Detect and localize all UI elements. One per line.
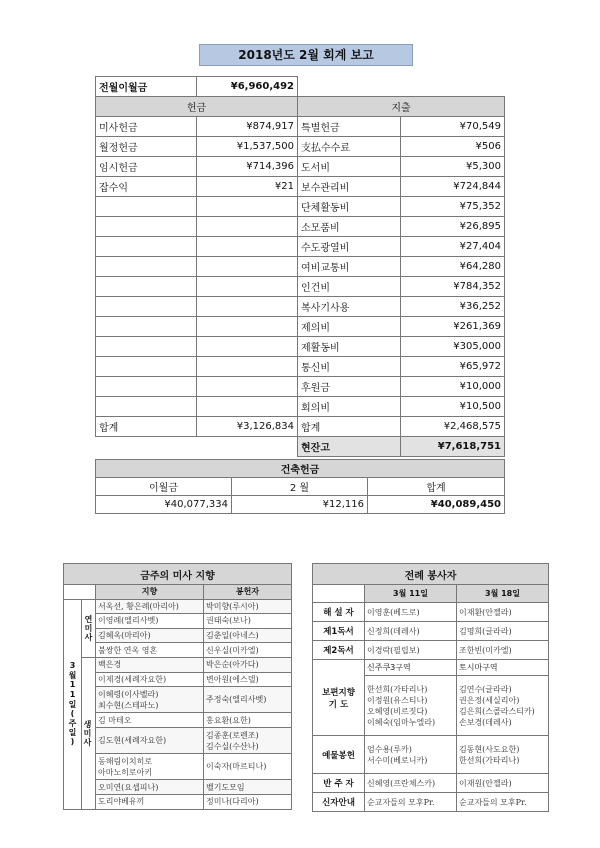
service-date1-name: 한선희(가타리나) 이정원(유스티나) 오혜영(비르짓다) 이혜숙(임마누엘라) (365, 676, 457, 736)
service-row (313, 793, 549, 812)
expense-label: 특별헌금 (298, 117, 401, 137)
expense-value: ¥784,352 (401, 277, 505, 297)
expense-value: ¥506 (401, 137, 505, 157)
service-date1-name: 신주쿠3구역 (365, 660, 457, 676)
account-row (96, 177, 505, 197)
mass-row (64, 657, 292, 672)
expense-value: ¥305,000 (401, 337, 505, 357)
mass-intent: 도리야베유끼 (96, 794, 204, 809)
service-date1: 3월 11일 (365, 585, 457, 603)
mass-row (64, 687, 292, 713)
mass-offerer: 신우실(미카엘) (204, 643, 292, 658)
expense-value: ¥36,252 (401, 297, 505, 317)
service-date2-name: 김연수(글라라) 권은정(세실리아) 김은희(스콜라스티카) 손보경(데레사) (457, 676, 549, 736)
mass-row (64, 727, 292, 753)
income-empty (96, 377, 197, 397)
income-empty (197, 397, 298, 417)
service-role: 예물봉헌 (313, 736, 365, 774)
account-row (96, 337, 505, 357)
service-date1-name: 엄수용(루카) 서수미(베로니카) (365, 736, 457, 774)
account-row (96, 157, 505, 177)
account-row (96, 197, 505, 217)
service-date2-name: 토시마구역 (457, 660, 549, 676)
mass-offerer: 이숙자(마르티나) (204, 754, 292, 780)
balance-label: 현잔고 (298, 437, 401, 457)
income-value: ¥21 (197, 177, 298, 197)
carryover-value: ¥6,960,492 (197, 77, 298, 97)
account-row (96, 137, 505, 157)
service-role: 제2독서 (313, 641, 365, 660)
mass-row (64, 599, 292, 614)
expense-label: 단체활동비 (298, 197, 401, 217)
service-date1-name: 이경락(필립보) (365, 641, 457, 660)
account-row (96, 317, 505, 337)
mass-row (64, 713, 292, 728)
building-carryover-value: ¥40,077,334 (96, 496, 232, 514)
income-empty (197, 277, 298, 297)
expense-value: ¥10,000 (401, 377, 505, 397)
service-row (313, 603, 549, 622)
building-fund-table (95, 459, 505, 514)
expense-value: ¥70,549 (401, 117, 505, 137)
mass-offerer: 박은순(아가다) (204, 657, 292, 672)
income-empty (197, 317, 298, 337)
mass-offerer: 주정숙(엘리사벳) (204, 687, 292, 713)
mass-row (64, 643, 292, 658)
report-title: 2018년도 2월 회계 보고 (199, 44, 413, 66)
account-row (96, 257, 505, 277)
expense-value: ¥10,500 (401, 397, 505, 417)
service-date1-name: 신혜영(프란체스카) (365, 774, 457, 793)
service-row (313, 641, 549, 660)
service-row (313, 660, 549, 676)
service-date2-name: 조한빈(미카엘) (457, 641, 549, 660)
mass-offerer: 김종훈(로렌조) 김수실(수산나) (204, 727, 292, 753)
service-date2-name: 이재환(안젤라) (457, 603, 549, 622)
income-empty (197, 357, 298, 377)
income-empty (197, 197, 298, 217)
mass-header: 금주의 미사 지향 (64, 564, 292, 585)
account-row (96, 357, 505, 377)
service-date2-name: 이재원(안젤라) (457, 774, 549, 793)
carryover-label: 전월이월금 (96, 77, 197, 97)
expense-label: 제활동비 (298, 337, 401, 357)
expense-value: ¥26,895 (401, 217, 505, 237)
expense-value: ¥724,844 (401, 177, 505, 197)
service-date1-name: 순교자들의 모후Pr. (365, 793, 457, 812)
expense-total-value: ¥2,468,575 (401, 417, 505, 437)
income-label: 임시헌금 (96, 157, 197, 177)
income-empty (96, 277, 197, 297)
income-empty (197, 377, 298, 397)
service-row (313, 774, 549, 793)
income-label: 월정헌금 (96, 137, 197, 157)
income-empty (197, 217, 298, 237)
service-date2-name: 김명희(글라라) (457, 622, 549, 641)
mass-row (64, 754, 292, 780)
mass-intent: 백은경 (96, 657, 204, 672)
mass-offerer: 벨기도모임 (204, 780, 292, 795)
mass-intent: 김혜옥(마리아) (96, 628, 204, 643)
income-empty (96, 397, 197, 417)
income-value: ¥714,396 (197, 157, 298, 177)
expense-header: 지출 (298, 97, 505, 117)
service-role: 보편지향 기 도 (313, 660, 365, 736)
account-row (96, 277, 505, 297)
income-value: ¥874,917 (197, 117, 298, 137)
account-row (96, 117, 505, 137)
mass-col-offerer: 봉헌자 (204, 585, 292, 600)
expense-total-label: 합계 (298, 417, 401, 437)
income-total-value: ¥3,126,834 (197, 417, 298, 437)
mass-intent: 김도현(세례자요한) (96, 727, 204, 753)
expense-label: 인건비 (298, 277, 401, 297)
building-total-value: ¥40,089,450 (368, 496, 505, 514)
income-empty (96, 197, 197, 217)
mass-offerer: 변아원(에스델) (204, 672, 292, 687)
mass-intent: 이혜령(이사벨라) 최수현(스테파노) (96, 687, 204, 713)
expense-label: 통신비 (298, 357, 401, 377)
mass-date: 3월11일(주일) (64, 599, 82, 809)
expense-label: 여비교통비 (298, 257, 401, 277)
expense-label: 제의비 (298, 317, 401, 337)
expense-label: 후원금 (298, 377, 401, 397)
building-header: 건축헌금 (96, 460, 505, 478)
mass-row (64, 672, 292, 687)
income-empty (96, 257, 197, 277)
building-col-carryover: 이월금 (96, 478, 232, 496)
spacer (96, 437, 298, 457)
mass-intent: 불쌍한 연옥 영혼 (96, 643, 204, 658)
service-date2-name: 순교자들의 모후Pr. (457, 793, 549, 812)
account-row (96, 377, 505, 397)
expense-value: ¥27,404 (401, 237, 505, 257)
service-date1-name: 이영훈(베드로) (365, 603, 457, 622)
mass-intention-table (63, 563, 292, 810)
balance-value: ¥7,618,751 (401, 437, 505, 457)
income-label: 잡수익 (96, 177, 197, 197)
income-empty (197, 257, 298, 277)
income-label: 미사헌금 (96, 117, 197, 137)
service-date2-name: 김동현(사도요한) 한선희(가타리나) (457, 736, 549, 774)
income-empty (96, 337, 197, 357)
income-empty (96, 317, 197, 337)
account-row (96, 297, 505, 317)
mass-intent: 오미연(요셉피나) (96, 780, 204, 795)
income-empty (96, 297, 197, 317)
mass-group-living: 생미사 (82, 657, 96, 809)
mass-intent: 이제경(세례자요한) (96, 672, 204, 687)
mass-intent: 이영례(엘리사벳) (96, 614, 204, 629)
expense-value: ¥261,369 (401, 317, 505, 337)
mass-group-requiem: 연미사 (82, 599, 96, 657)
mass-row (64, 628, 292, 643)
mass-intent: 김 마테오 (96, 713, 204, 728)
mass-offerer: 김춘일(아네스) (204, 628, 292, 643)
mass-offerer: 박미향(루시아) (204, 599, 292, 614)
expense-value: ¥64,280 (401, 257, 505, 277)
income-empty (197, 337, 298, 357)
expense-label: 수도광열비 (298, 237, 401, 257)
mass-row (64, 614, 292, 629)
service-role: 반 주 자 (313, 774, 365, 793)
mass-offerer: 정미나(다리아) (204, 794, 292, 809)
income-empty (96, 237, 197, 257)
expense-label: 도서비 (298, 157, 401, 177)
account-table (95, 76, 505, 457)
income-empty (96, 357, 197, 377)
mass-offerer: 홍요환(요한) (204, 713, 292, 728)
service-row (313, 622, 549, 641)
service-date2: 3월 18일 (457, 585, 549, 603)
service-header: 전례 봉사자 (313, 564, 549, 585)
income-header: 헌금 (96, 97, 298, 117)
service-role: 해 설 자 (313, 603, 365, 622)
liturgy-server-table (312, 563, 549, 812)
income-value: ¥1,537,500 (197, 137, 298, 157)
expense-value: ¥75,352 (401, 197, 505, 217)
mass-intent: 동해림이치히로 아마노히로아키 (96, 754, 204, 780)
income-empty (197, 297, 298, 317)
service-row (313, 736, 549, 774)
building-month-value: ¥12,116 (232, 496, 368, 514)
income-empty (197, 237, 298, 257)
building-col-total: 합계 (368, 478, 505, 496)
mass-row (64, 794, 292, 809)
mass-intent: 서옥선, 황은례(마리아) (96, 599, 204, 614)
account-row (96, 217, 505, 237)
expense-value: ¥5,300 (401, 157, 505, 177)
service-date1-name: 신정희(데레사) (365, 622, 457, 641)
expense-label: 보수관리비 (298, 177, 401, 197)
service-role: 신자안내 (313, 793, 365, 812)
mass-row (64, 780, 292, 795)
account-row (96, 237, 505, 257)
income-empty (96, 217, 197, 237)
expense-label: 복사기사용 (298, 297, 401, 317)
income-total-label: 합계 (96, 417, 197, 437)
account-row (96, 397, 505, 417)
mass-offerer: 권태숙(보나) (204, 614, 292, 629)
expense-label: 회의비 (298, 397, 401, 417)
service-role: 제1독서 (313, 622, 365, 641)
building-col-month: 2 월 (232, 478, 368, 496)
expense-label: 소모품비 (298, 217, 401, 237)
expense-value: ¥65,972 (401, 357, 505, 377)
mass-col-intent: 지향 (96, 585, 204, 600)
expense-label: 支払수수료 (298, 137, 401, 157)
